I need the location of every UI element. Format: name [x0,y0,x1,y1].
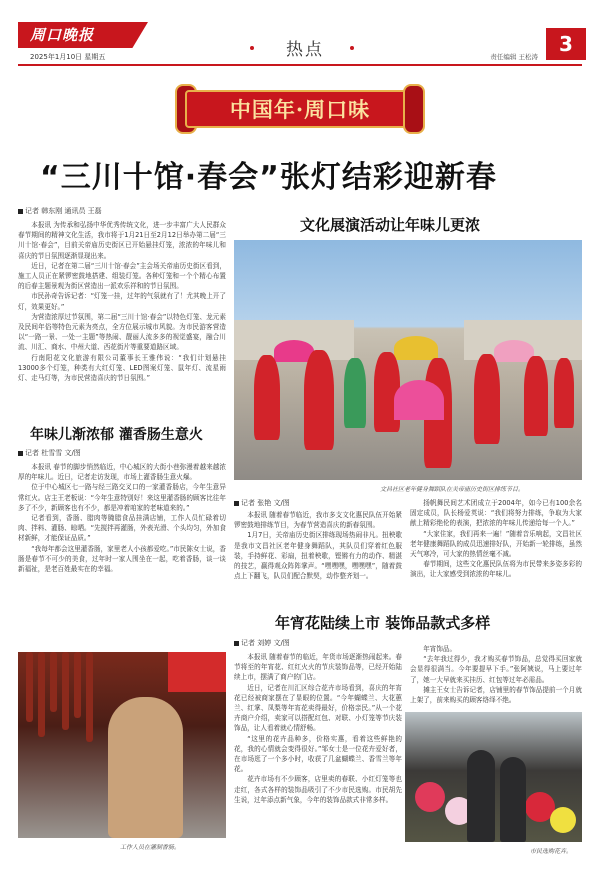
story1-body [18,462,226,646]
story1-paragraph: 位于中心城区七一路与经三路交叉口的一家灌香肠店，今年生意异常红火。店主王老板说：“今年生意特别好！来这里灌香肠的顾客比往年多了不少，新顾客也有不少，都是冲着咱家的老味道来的。” [18,483,226,512]
story2-byline-text: 记者 张艳 文/图 [241,499,290,507]
story1-paragraph: 记者看到，香肠、腊肉等腌腊食品挂满店铺，工作人员忙碌着切肉、拌料、灌肠、晾晒。“先搅拌再灌肠，外表光滑、个头均匀，外加食材新鲜，才能保证品质。” [18,514,226,543]
hanging-sausage [26,652,33,722]
dancer [524,356,548,436]
story3-paragraph: 花卉市场有不少顾客，店里卖的春联、小红灯笼等也走红，各式各样的装饰品吸引了不少市民选购。市民胡先生说，过年添点新气象，今年的装饰品款式非常多样。 [234,775,402,804]
story1-byline [18,448,81,458]
story3-byline [234,638,290,648]
story3-paragraph: 年宵饰品。 [423,645,457,653]
story3-title: 年宵花陆续上市 装饰品款式多样 [275,614,491,632]
story2-paragraph: 扬帆舞民间艺术团成立于2004年，如今已有100余名固定成员，队长杨爱英说：“我们将努力排练，争取为大家献上精彩绝伦的表演，把浓浓的年味儿传递给每一个人。” [410,499,582,528]
story2-byline [234,498,290,508]
lead-paragraph: 市民孙奇告诉记者：“灯笼一挂，过年的气氛就有了！尤其晚上开了灯，效果更好。” [18,292,226,311]
masthead [0,0,600,70]
flower-bloom [415,782,445,812]
flower-photo-caption: 市民选购花卉。 [530,848,573,855]
photo-shopper [500,757,526,842]
banner-title: 中国年·周口味 [229,97,371,122]
lead-byline-text: 记者 韩东刚 通讯员 王磊 [25,207,102,215]
dancer [304,350,334,450]
story1-paragraph: “我每年都会这里灌香肠，家里老人小孩都爱吃。”市民陈女士说，香肠是春节不可少的美食，过年时一家人围坐在一起，吃着香肠，谈一谈新福祉，是老百姓最实在的幸福。 [18,544,226,574]
dancer [474,354,500,444]
hanging-sausage [74,652,81,718]
dancer [554,358,574,428]
story1-paragraph: 本报讯 春节的脚步悄然临近，中心城区的大街小巷弥漫着越来越浓厚的年味儿。近日，记者走访发现，市场上灌香肠生意火爆。 [18,463,226,482]
section-title: 热点 [286,40,324,60]
dance-fan [394,336,438,360]
hanging-sausage [62,652,69,730]
header-rule [18,64,582,66]
lead-paragraph: 行南阳花文化旅游有限公司董事长王雅伟说：“我们计划悬挂13000多个灯笼，种类有大红灯笼、LED图案灯笼、鼠年灯、流星雨灯、走马灯等，为市民营造喜庆的节日氛围。” [18,353,226,383]
story3-paragraph: “这里的花卉品种多，价格实惠，看着这些鲜艳的花，我的心情就会变得很好。”邹女士是一位花卉爱好者，在市场逛了一个多小时，收获了几盆蝴蝶兰、香雪兰等年花。 [234,734,402,774]
story3-body-col2 [410,644,582,708]
sausage-photo [18,652,226,838]
issue-date: 2025年1月10日 星期五 [30,53,106,61]
feature-banner [175,80,425,138]
story2-paragraph: 1月7日，关帝庙历史街区排练现场热闹非凡。扭秧歌是我市文昌社区老年健身舞蹈队，其队员们穿着红色服装，手持鲜花、彩扇，扭着秧歌，铿锵有力的动作、精湛的技艺，赢得观众阵阵掌声。“嘿嘿嘿，嘿嘿嘿”，随着鼓点上下翻飞，队员们配合默契，动作整齐划一。 [234,531,402,581]
section-dot-left [250,46,254,50]
lead-paragraph: 为营造浓厚过节氛围，第二届“三川十馆·春会”以特色灯笼、龙元素及民间年俗等特色元素为亮点，全方位展示城市风貌。为市民游客营造以“一路一景、一处一主题”等热闹、靓丽人流多多的视觉盛宴，融合川流、川汇、商水、中州大道、西花街片等重要道路区域。 [18,312,226,352]
story2-body-col1 [234,510,402,604]
story2-title: 文化展演活动让年味儿更浓 [300,216,481,234]
section-dot-right [350,46,354,50]
story1-byline-text: 记者 杜雪雪 文/图 [25,449,81,457]
story3-byline-text: 记者 刘婷 文/图 [241,639,290,647]
dancer [254,355,280,440]
lead-byline [18,206,102,216]
flower-market-photo [405,712,582,842]
hanging-sausage [50,652,57,712]
dancer [344,358,366,428]
dance-fan [394,380,444,420]
story3-body-col1 [234,652,402,850]
story2-paragraph: “大家住家，我们再来一遍！”随着音乐响起，文昌社区老年健康舞蹈队的成员迅速排好队，开始新一轮排练，虽然天气寒冷，可大家的热情丝毫不减。 [410,529,582,559]
lead-paragraph: 近日，记者在第二届“三川十馆·春会”主会场关帝庙历史街区看到，施工人员正在紧锣密鼓地搭建、组装灯笼。各种灯笼和一个个精心布置的后春主题景观为街区营造出一派欢乐祥和的节日氛围。 [18,261,226,291]
hanging-sausage [38,652,45,737]
dance-photo [234,240,582,480]
story2-paragraph: 春节期间，这些文化惠民队伍将为市民带来多姿多彩的演出，让大家感受到浓浓的年味儿。 [410,560,582,579]
byline-marker [234,501,239,506]
dance-fan [494,340,534,362]
photo-shopper [467,750,495,842]
page-number: 3 [546,28,586,60]
main-headline: “三川十馆·春会”张灯结彩迎新春 [40,160,497,195]
lead-paragraph: 本报讯 为传承和弘扬中华优秀传统文化，进一步丰富广大人民群众春节期间的精神文化生活，我市将于1月21日至2月12日举办第二届“三川十馆·春会”，目前关帝庙历史街区已开始悬挂灯笼，浓浓的年味儿和喜庆的节日氛围逐渐显现出来。 [18,221,226,260]
story2-paragraph: 本报讯 随着春节临近，我市多支文化惠民队伍开始紧锣密鼓地排练节目，为春节营造喜庆的新春氛围。 [234,511,402,530]
byline-marker [18,451,23,456]
photo-worker [108,697,183,838]
hanging-sausage [86,652,93,742]
editor-credit: 责任编辑 王松涛 [490,53,538,61]
byline-marker [234,641,239,646]
story3-paragraph: 本报讯 随着春节的临近，年货市场逐渐热闹起来。春节将至的年宵花、红红火火的节庆装饰品等，已经开始陆续上市，摆满了商户的门店。 [234,653,402,682]
dance-photo-caption: 文昌社区老年健身舞蹈队在关帝庙历史街区排练节目。 [380,486,525,493]
flower-bloom [550,807,576,833]
byline-marker [18,209,23,214]
photo-shop-sign [168,652,226,692]
lead-article-body [18,220,226,416]
story1-title: 年味儿渐浓郁 灌香肠生意火 [30,427,203,443]
sausage-photo-caption: 工作人员在灌制香肠。 [120,844,181,851]
newspaper-logo: 周口晚报 [30,26,95,44]
story3-paragraph: 近日，记者在川汇区综合花卉市场看到，喜庆的年宵花已经被商家摆在了显眼的位置。“今年蝴蝶兰、大花蕙兰、红掌、凤梨等年宵花卖得最好，价格亲民。”从一个花卉商户介绍，卖家可以搭配红包、对联、小灯笼等节庆装饰品，让人看着就心情舒畅。 [234,683,402,733]
story3-paragraph: “去年我过得少，我才购买春节饰品，总觉得买回家就会显得很满当。今年要提早下手。”张阿姨说，马上要过年了，她一大早就来买挂历、红包等过年必需品。 [410,655,582,684]
story2-body-col2 [410,498,582,604]
story3-paragraph: 摊主王女士告诉记者，店铺里的春节饰品提前一个月就上架了，前来购买的顾客络绎不绝。 [410,685,582,705]
